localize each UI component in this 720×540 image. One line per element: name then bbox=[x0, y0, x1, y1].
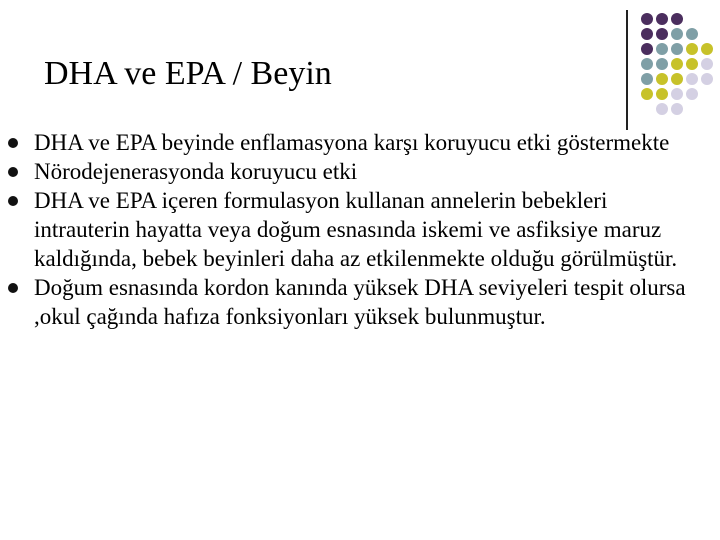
decorative-dot bbox=[656, 43, 668, 55]
decorative-dot bbox=[686, 73, 698, 85]
decorative-dot bbox=[686, 58, 698, 70]
decorative-dot bbox=[671, 73, 683, 85]
bullet-text: Nörodejenerasyonda koruyucu etki bbox=[34, 159, 358, 184]
decorative-dot bbox=[641, 88, 653, 100]
decorative-dot bbox=[701, 73, 713, 85]
decorative-dot bbox=[671, 43, 683, 55]
bullet-text: Doğum esnasında kordon kanında yüksek DHA seviyeleri tespit olursa ,okul çağında hafıza fonksiyonları yüksek bulunmuştur. bbox=[34, 275, 686, 329]
decorative-dot bbox=[641, 58, 653, 70]
bullet-item bbox=[0, 186, 694, 273]
decorative-dot bbox=[686, 88, 698, 100]
decorative-dot bbox=[671, 28, 683, 40]
decorative-dot bbox=[641, 73, 653, 85]
decorative-dot bbox=[671, 13, 683, 25]
bullet-list bbox=[0, 128, 720, 331]
bullet-dot-icon bbox=[8, 283, 18, 293]
bullet-dot-icon bbox=[8, 167, 18, 177]
decorative-dot bbox=[686, 28, 698, 40]
decorative-dot bbox=[641, 28, 653, 40]
bullet-text: DHA ve EPA içeren formulasyon kullanan annelerin bebekleri intrauterin hayatta veya doğum esnasında iskemi ve asfiksiye maruz kaldığında, bebek beyinleri daha az etkilenmekte olduğu görülmüştür. bbox=[34, 188, 678, 271]
bullet-item bbox=[0, 128, 694, 157]
bullet-item bbox=[0, 157, 694, 186]
decorative-dot bbox=[641, 13, 653, 25]
decorative-dot bbox=[671, 88, 683, 100]
decorative-dot bbox=[671, 103, 683, 115]
decorative-dot bbox=[686, 43, 698, 55]
slide-title: DHA ve EPA / Beyin bbox=[44, 55, 332, 92]
decorative-dot bbox=[656, 103, 668, 115]
bullet-text: DHA ve EPA beyinde enflamasyona karşı koruyucu etki göstermekte bbox=[34, 130, 670, 155]
decorative-dot bbox=[656, 28, 668, 40]
bullet-item bbox=[0, 273, 694, 331]
decorative-dot bbox=[656, 88, 668, 100]
decorative-dot bbox=[641, 43, 653, 55]
vertical-divider-line bbox=[626, 10, 628, 130]
decorative-dot bbox=[656, 73, 668, 85]
bullet-dot-icon bbox=[8, 196, 18, 206]
decorative-dot bbox=[656, 13, 668, 25]
bullet-dot-icon bbox=[8, 138, 18, 148]
decorative-dot bbox=[671, 58, 683, 70]
decorative-dot bbox=[701, 43, 713, 55]
decorative-dot bbox=[701, 58, 713, 70]
decorative-dot bbox=[656, 58, 668, 70]
